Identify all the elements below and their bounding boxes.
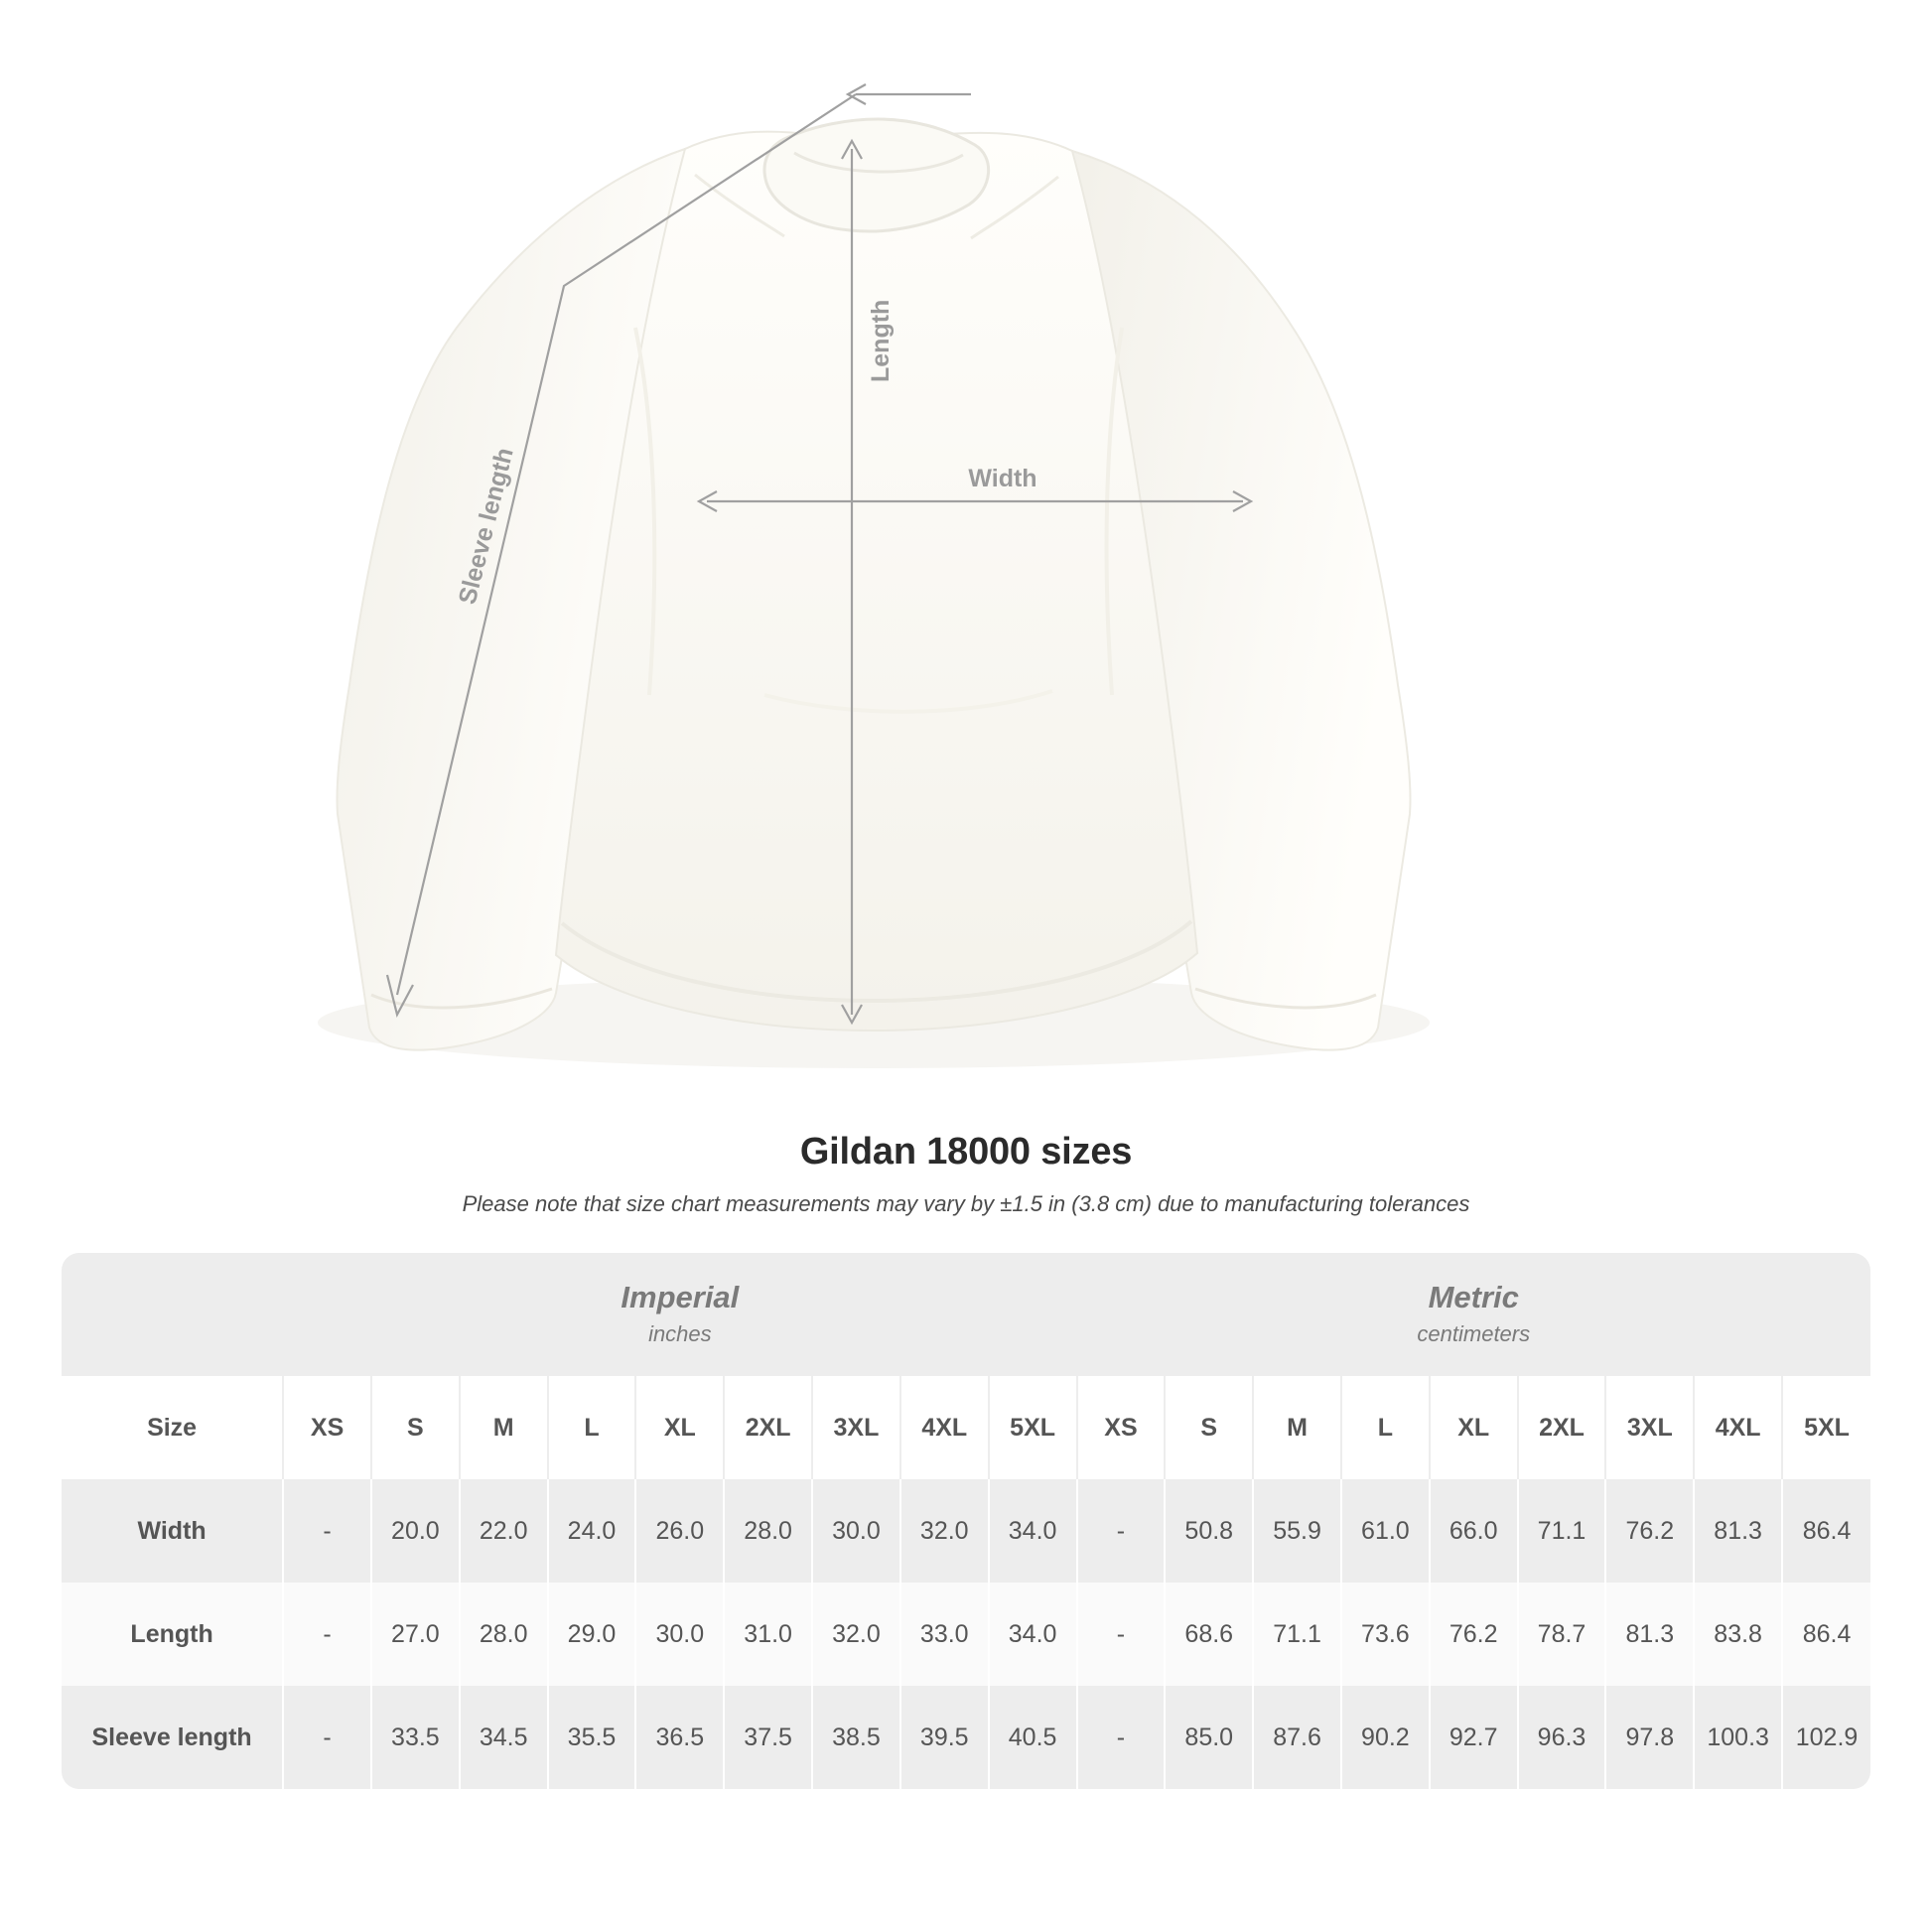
- title-block: [0, 1131, 1932, 1217]
- header-size-m-imperial: M: [460, 1376, 548, 1479]
- cell-sleeve-14: 96.3: [1518, 1686, 1606, 1789]
- cell-length-16: 83.8: [1694, 1583, 1782, 1686]
- cell-length-14: 78.7: [1518, 1583, 1606, 1686]
- unit-group-imperial: [283, 1253, 1076, 1376]
- unit-group-imperial-sub: inches: [648, 1320, 712, 1346]
- cell-length-3: 29.0: [548, 1583, 636, 1686]
- cell-length-10: 68.6: [1165, 1583, 1253, 1686]
- table-row-width: [62, 1479, 1870, 1583]
- row-label-width: Width: [62, 1479, 283, 1583]
- cell-length-11: 71.1: [1253, 1583, 1341, 1686]
- cell-width-10: 50.8: [1165, 1479, 1253, 1583]
- sleeve-length-label: Sleeve length: [453, 445, 519, 608]
- cell-length-2: 28.0: [460, 1583, 548, 1686]
- header-size-xs-metric: XS: [1077, 1376, 1166, 1479]
- cell-sleeve-11: 87.6: [1253, 1686, 1341, 1789]
- cell-width-16: 81.3: [1694, 1479, 1782, 1583]
- cell-sleeve-6: 38.5: [812, 1686, 900, 1789]
- header-size-3xl-imperial: 3XL: [812, 1376, 900, 1479]
- unit-group-metric-name: Metric: [1428, 1280, 1519, 1315]
- cell-length-7: 33.0: [900, 1583, 989, 1686]
- cell-sleeve-7: 39.5: [900, 1686, 989, 1789]
- unit-group-row: [62, 1253, 1870, 1376]
- header-size-2xl-imperial: 2XL: [724, 1376, 812, 1479]
- cell-width-7: 32.0: [900, 1479, 989, 1583]
- cell-sleeve-4: 36.5: [635, 1686, 724, 1789]
- header-size-5xl-imperial: 5XL: [989, 1376, 1077, 1479]
- cell-sleeve-10: 85.0: [1165, 1686, 1253, 1789]
- cell-length-8: 34.0: [989, 1583, 1077, 1686]
- unit-group-imperial-name: Imperial: [621, 1280, 740, 1315]
- cell-sleeve-17: 102.9: [1782, 1686, 1870, 1789]
- cell-length-17: 86.4: [1782, 1583, 1870, 1686]
- page-title: Gildan 18000 sizes: [799, 1131, 1133, 1173]
- cell-width-2: 22.0: [460, 1479, 548, 1583]
- cell-sleeve-3: 35.5: [548, 1686, 636, 1789]
- cell-length-6: 32.0: [812, 1583, 900, 1686]
- header-size-label: Size: [62, 1376, 283, 1479]
- table-row-length: [62, 1583, 1870, 1686]
- row-label-sleeve-length: Sleeve length: [62, 1686, 283, 1789]
- cell-sleeve-8: 40.5: [989, 1686, 1077, 1789]
- size-table: [62, 1253, 1870, 1789]
- cell-length-12: 73.6: [1341, 1583, 1430, 1686]
- cell-width-17: 86.4: [1782, 1479, 1870, 1583]
- cell-sleeve-2: 34.5: [460, 1686, 548, 1789]
- cell-sleeve-12: 90.2: [1341, 1686, 1430, 1789]
- header-size-xl-imperial: XL: [635, 1376, 724, 1479]
- unit-spacer: [62, 1253, 283, 1376]
- header-size-l-imperial: L: [548, 1376, 636, 1479]
- cell-length-1: 27.0: [371, 1583, 460, 1686]
- cell-width-1: 20.0: [371, 1479, 460, 1583]
- cell-sleeve-13: 92.7: [1430, 1686, 1518, 1789]
- header-size-3xl-metric: 3XL: [1605, 1376, 1694, 1479]
- cell-sleeve-9: -: [1077, 1686, 1166, 1789]
- header-size-5xl-metric: 5XL: [1782, 1376, 1870, 1479]
- cell-width-12: 61.0: [1341, 1479, 1430, 1583]
- cell-sleeve-5: 37.5: [724, 1686, 812, 1789]
- cell-length-0: -: [283, 1583, 371, 1686]
- cell-width-6: 30.0: [812, 1479, 900, 1583]
- cell-width-11: 55.9: [1253, 1479, 1341, 1583]
- cell-width-8: 34.0: [989, 1479, 1077, 1583]
- tolerance-note: Please note that size chart measurements may vary by ±1.5 in (3.8 cm) due to manufacturing tolerances: [462, 1191, 1470, 1216]
- header-size-xl-metric: XL: [1430, 1376, 1518, 1479]
- cell-width-9: -: [1077, 1479, 1166, 1583]
- cell-width-0: -: [283, 1479, 371, 1583]
- size-table-wrapper: [62, 1253, 1870, 1789]
- cell-length-4: 30.0: [635, 1583, 724, 1686]
- length-label: Length: [867, 299, 895, 382]
- cell-width-5: 28.0: [724, 1479, 812, 1583]
- cell-sleeve-16: 100.3: [1694, 1686, 1782, 1789]
- row-label-length: Length: [62, 1583, 283, 1686]
- header-size-4xl-imperial: 4XL: [900, 1376, 989, 1479]
- header-size-2xl-metric: 2XL: [1518, 1376, 1606, 1479]
- unit-group-metric-sub: centimeters: [1417, 1320, 1531, 1346]
- cell-width-13: 66.0: [1430, 1479, 1518, 1583]
- header-size-xs-imperial: XS: [283, 1376, 371, 1479]
- unit-group-metric: [1077, 1253, 1870, 1376]
- width-label: Width: [968, 465, 1037, 492]
- cell-length-9: -: [1077, 1583, 1166, 1686]
- header-size-s-imperial: S: [371, 1376, 460, 1479]
- cell-width-3: 24.0: [548, 1479, 636, 1583]
- cell-length-5: 31.0: [724, 1583, 812, 1686]
- cell-width-4: 26.0: [635, 1479, 724, 1583]
- cell-length-15: 81.3: [1605, 1583, 1694, 1686]
- table-header-row: [62, 1376, 1870, 1479]
- cell-length-13: 76.2: [1430, 1583, 1518, 1686]
- header-size-4xl-metric: 4XL: [1694, 1376, 1782, 1479]
- cell-width-15: 76.2: [1605, 1479, 1694, 1583]
- header-size-l-metric: L: [1341, 1376, 1430, 1479]
- cell-sleeve-1: 33.5: [371, 1686, 460, 1789]
- table-row-sleeve-length: [62, 1686, 1870, 1789]
- header-size-s-metric: S: [1165, 1376, 1253, 1479]
- header-size-m-metric: M: [1253, 1376, 1341, 1479]
- cell-sleeve-0: -: [283, 1686, 371, 1789]
- cell-sleeve-15: 97.8: [1605, 1686, 1694, 1789]
- cell-width-14: 71.1: [1518, 1479, 1606, 1583]
